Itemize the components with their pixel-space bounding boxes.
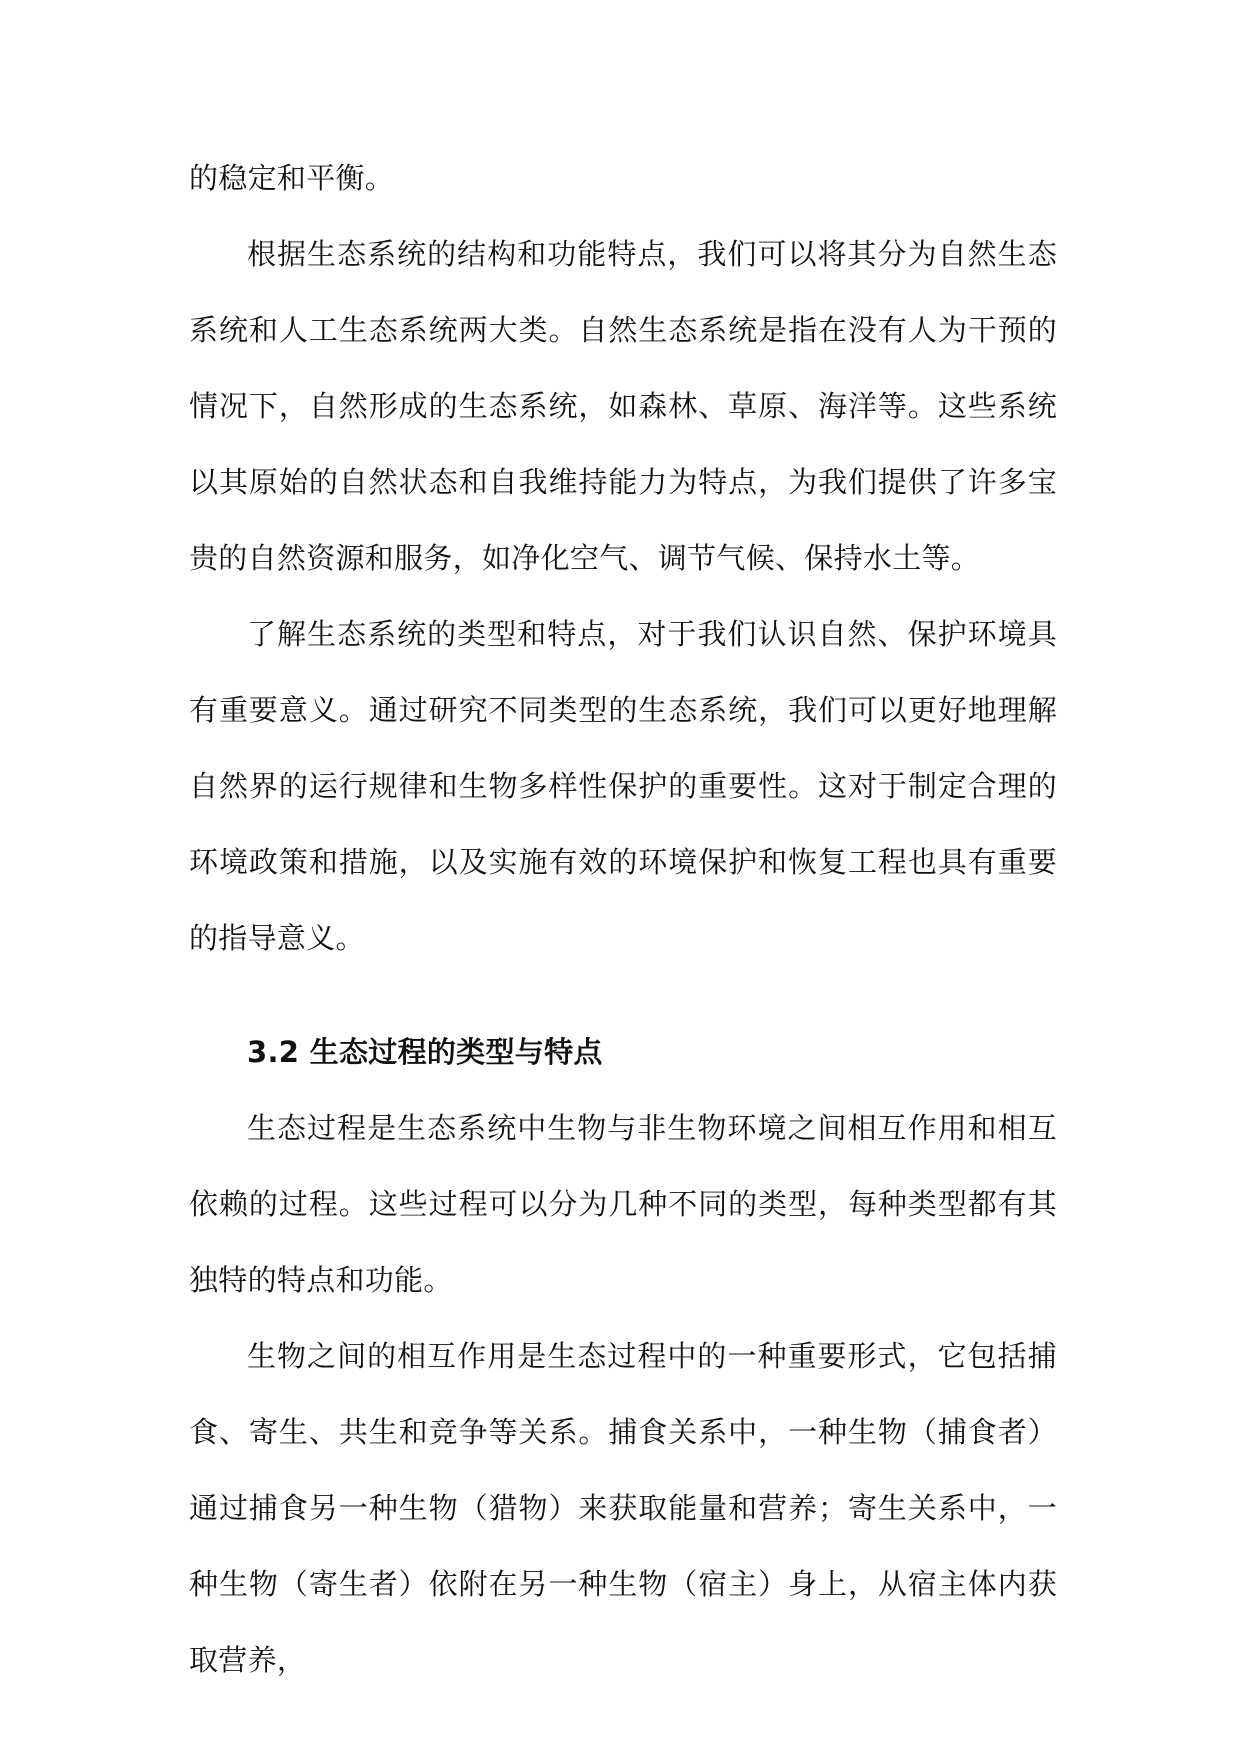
document-body <box>189 140 1057 1698</box>
section-heading: 3.2 生态过程的类型与特点 <box>247 1035 603 1069</box>
paragraph-ecological-process-definition: 生态过程是生态系统中生物与非生物环境之间相互作用和相互依赖的过程。这些过程可以分为几种不同的类型，每种类型都有其独特的特点和功能。 <box>189 1111 1057 1297</box>
paragraph-biotic-interactions: 生物之间的相互作用是生态过程中的一种重要形式，它包括捕食、寄生、共生和竞争等关系。捕食关系中，一种生物（捕食者）通过捕食另一种生物（猎物）来获取能量和营养；寄生关系中，一种生物（寄生者）依附在另一种生物（宿主）身上，从宿主体内获取营养， <box>189 1339 1057 1677</box>
paragraph-ecosystem-significance: 了解生态系统的类型和特点，对于我们认识自然、保护环境具有重要意义。通过研究不同类型的生态系统，我们可以更好地理解自然界的运行规律和生物多样性保护的重要性。这对于制定合理的环境政策和措施，以及实施有效的环境保护和恢复工程也具有重要的指导意义。 <box>189 617 1057 955</box>
paragraph-continuation: 的稳定和平衡。 <box>189 161 395 195</box>
paragraph-ecosystem-classification: 根据生态系统的结构和功能特点，我们可以将其分为自然生态系统和人工生态系统两大类。自然生态系统是指在没有人为干预的情况下，自然形成的生态系统，如森林、草原、海洋等。这些系统以其原始的自然状态和自我维持能力为特点，为我们提供了许多宝贵的自然资源和服务，如净化空气、调节气候、保持水土等。 <box>189 237 1057 575</box>
